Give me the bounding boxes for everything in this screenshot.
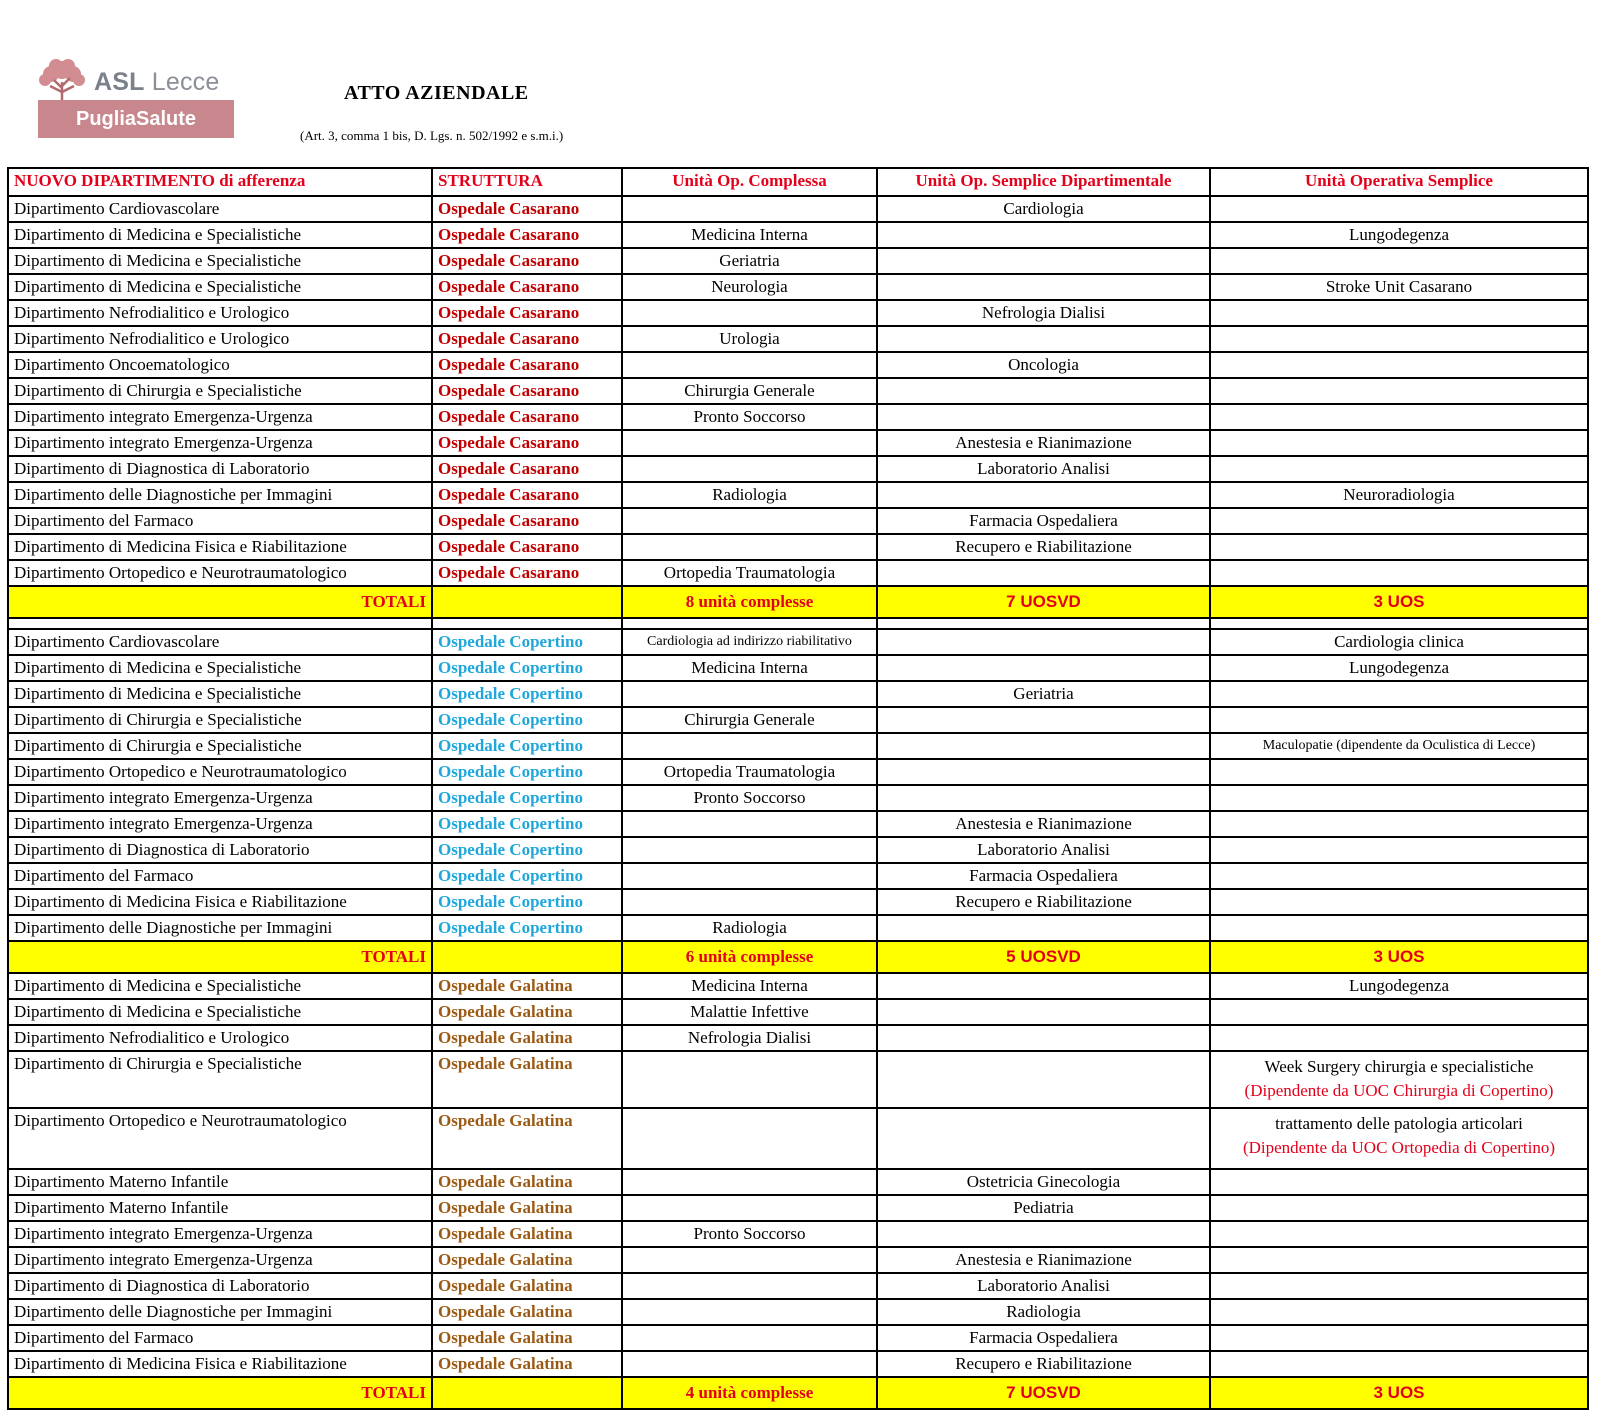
table-row	[7, 1109, 1589, 1170]
uos-cell	[1209, 682, 1589, 706]
uoc-cell	[621, 1300, 876, 1324]
uos-cell	[1209, 890, 1589, 914]
dept-cell: Dipartimento integrato Emergenza-Urgenza	[7, 405, 431, 429]
galatina-section-continued	[7, 1170, 1589, 1378]
dept-cell: Dipartimento di Medicina Fisica e Riabilitazione	[7, 1352, 431, 1376]
table-row	[7, 353, 1589, 379]
dept-cell: Dipartimento Cardiovascolare	[7, 197, 431, 221]
uoc-cell: Medicina Interna	[621, 974, 876, 998]
uoc-cell	[621, 301, 876, 325]
uoc-cell	[621, 457, 876, 481]
galatina-section	[7, 974, 1589, 1052]
document-title: ATTO AZIENDALE	[344, 82, 529, 104]
uoc-cell	[621, 1052, 876, 1107]
uos-cell	[1209, 249, 1589, 273]
uos-cell	[1209, 353, 1589, 377]
table-row	[7, 1300, 1589, 1326]
uosd-cell: Recupero e Riabilitazione	[876, 535, 1209, 559]
struttura-cell: Ospedale Copertino	[431, 786, 621, 810]
struttura-cell: Ospedale Copertino	[431, 656, 621, 680]
uoc-cell: Malattie Infettive	[621, 1000, 876, 1024]
uos-cell: Lungodegenza	[1209, 656, 1589, 680]
dept-cell: Dipartimento del Farmaco	[7, 864, 431, 888]
struttura-cell: Ospedale Casarano	[431, 379, 621, 403]
struttura-cell: Ospedale Copertino	[431, 734, 621, 758]
totals-uoc: 8 unità complesse	[621, 587, 876, 617]
table-row	[7, 1248, 1589, 1274]
table-row	[7, 864, 1589, 890]
uos-cell	[1209, 327, 1589, 351]
dept-cell: Dipartimento di Chirurgia e Specialistiche	[7, 734, 431, 758]
struttura-cell: Ospedale Copertino	[431, 682, 621, 706]
uos-line: trattamento delle patologia articolari	[1275, 1114, 1523, 1133]
uos-cell	[1209, 812, 1589, 836]
uoc-cell: Chirurgia Generale	[621, 708, 876, 732]
uoc-cell	[621, 1352, 876, 1376]
uoc-cell	[621, 682, 876, 706]
uosd-cell	[876, 405, 1209, 429]
totals-uosd: 7 UOSVD	[876, 1378, 1209, 1408]
uos-cell: Cardiologia clinica	[1209, 630, 1589, 654]
uosd-cell	[876, 760, 1209, 784]
totals-uos: 3 UOS	[1209, 1378, 1589, 1408]
table-row	[7, 431, 1589, 457]
table-row	[7, 656, 1589, 682]
totals-label: TOTALI	[7, 942, 431, 972]
uosd-cell	[876, 1000, 1209, 1024]
totals-uos: 3 UOS	[1209, 587, 1589, 617]
struttura-cell: Ospedale Casarano	[431, 301, 621, 325]
uosd-cell: Farmacia Ospedaliera	[876, 509, 1209, 533]
table-row	[7, 275, 1589, 301]
table-row	[7, 630, 1589, 656]
dept-cell: Dipartimento di Medicina e Specialistiche	[7, 275, 431, 299]
uosd-cell	[876, 1052, 1209, 1107]
dept-cell: Dipartimento Ortopedico e Neurotraumatologico	[7, 760, 431, 784]
table-row	[7, 760, 1589, 786]
uosd-cell	[876, 734, 1209, 758]
uosd-cell	[876, 630, 1209, 654]
dept-cell: Dipartimento integrato Emergenza-Urgenza	[7, 786, 431, 810]
uos-cell	[1209, 1000, 1589, 1024]
struttura-cell: Ospedale Copertino	[431, 838, 621, 862]
header-dept: NUOVO DIPARTIMENTO di afferenza	[7, 169, 431, 195]
table-row	[7, 249, 1589, 275]
totals-label: TOTALI	[7, 1378, 431, 1408]
uosd-cell	[876, 1026, 1209, 1050]
uosd-cell: Farmacia Ospedaliera	[876, 864, 1209, 888]
struttura-cell: Ospedale Galatina	[431, 974, 621, 998]
totals-uosd: 5 UOSVD	[876, 942, 1209, 972]
document-subtitle: (Art. 3, comma 1 bis, D. Lgs. n. 502/1992 e s.m.i.)	[300, 128, 564, 143]
uos-cell	[1209, 561, 1589, 585]
struttura-cell: Ospedale Casarano	[431, 535, 621, 559]
uoc-cell	[621, 1248, 876, 1272]
uoc-cell: Radiologia	[621, 916, 876, 940]
table-row	[7, 974, 1589, 1000]
struttura-cell: Ospedale Galatina	[431, 1109, 621, 1168]
dept-cell: Dipartimento integrato Emergenza-Urgenza	[7, 1248, 431, 1272]
struttura-cell: Ospedale Casarano	[431, 327, 621, 351]
dept-cell: Dipartimento delle Diagnostiche per Immagini	[7, 483, 431, 507]
struttura-cell: Ospedale Galatina	[431, 1274, 621, 1298]
struttura-cell: Ospedale Copertino	[431, 760, 621, 784]
uos-cell	[1209, 509, 1589, 533]
table-row	[7, 327, 1589, 353]
uoc-cell	[621, 890, 876, 914]
struttura-cell: Ospedale Galatina	[431, 1000, 621, 1024]
uos-cell	[1209, 838, 1589, 862]
table-row	[7, 1196, 1589, 1222]
table-row	[7, 1274, 1589, 1300]
uosd-cell	[876, 379, 1209, 403]
dept-cell: Dipartimento di Medicina e Specialistiche	[7, 682, 431, 706]
struttura-cell: Ospedale Galatina	[431, 1222, 621, 1246]
table-row	[7, 1052, 1589, 1109]
table-row	[7, 405, 1589, 431]
casarano-section	[7, 197, 1589, 587]
dept-cell: Dipartimento Materno Infantile	[7, 1196, 431, 1220]
uos-cell	[1209, 760, 1589, 784]
uos-cell	[1209, 379, 1589, 403]
dept-cell: Dipartimento Nefrodialitico e Urologico	[7, 327, 431, 351]
uos-cell	[1209, 1026, 1589, 1050]
uoc-cell: Radiologia	[621, 483, 876, 507]
table-row	[7, 708, 1589, 734]
uos-cell	[1209, 1274, 1589, 1298]
struttura-cell: Ospedale Casarano	[431, 431, 621, 455]
uos-cell	[1209, 864, 1589, 888]
struttura-cell: Ospedale Casarano	[431, 223, 621, 247]
dept-cell: Dipartimento Oncoematologico	[7, 353, 431, 377]
header-uos: Unità Operativa Semplice	[1209, 169, 1589, 195]
table-row	[7, 838, 1589, 864]
uos-line: Week Surgery chirurgia e specialistiche	[1264, 1057, 1534, 1076]
uosd-cell: Recupero e Riabilitazione	[876, 890, 1209, 914]
uos-cell	[1209, 708, 1589, 732]
totals-uoc: 4 unità complesse	[621, 1378, 876, 1408]
dept-cell: Dipartimento Ortopedico e Neurotraumatologico	[7, 561, 431, 585]
table-row	[7, 379, 1589, 405]
table-header-row	[7, 169, 1589, 197]
struttura-cell: Ospedale Casarano	[431, 275, 621, 299]
uosd-cell	[876, 708, 1209, 732]
uosd-cell: Cardiologia	[876, 197, 1209, 221]
struttura-cell: Ospedale Casarano	[431, 457, 621, 481]
struttura-cell: Ospedale Copertino	[431, 864, 621, 888]
totals-uos: 3 UOS	[1209, 942, 1589, 972]
table-row	[7, 535, 1589, 561]
dept-cell: Dipartimento di Chirurgia e Specialistiche	[7, 1052, 431, 1107]
table-row	[7, 1170, 1589, 1196]
uos-cell: Stroke Unit Casarano	[1209, 275, 1589, 299]
uoc-cell: Geriatria	[621, 249, 876, 273]
casarano-totals-row	[7, 587, 1589, 619]
uos-cell	[1209, 916, 1589, 940]
totals-label: TOTALI	[7, 587, 431, 617]
uoc-cell: Nefrologia Dialisi	[621, 1026, 876, 1050]
uoc-cell	[621, 864, 876, 888]
uoc-cell	[621, 431, 876, 455]
table-row	[7, 812, 1589, 838]
dept-cell: Dipartimento del Farmaco	[7, 509, 431, 533]
uos-cell	[1209, 1300, 1589, 1324]
struttura-cell: Ospedale Casarano	[431, 561, 621, 585]
uoc-cell	[621, 734, 876, 758]
dept-cell: Dipartimento di Medicina e Specialistiche	[7, 249, 431, 273]
uosd-cell	[876, 275, 1209, 299]
uosd-cell: Oncologia	[876, 353, 1209, 377]
uosd-cell	[876, 327, 1209, 351]
copertino-totals-row	[7, 942, 1589, 974]
uosd-cell: Laboratorio Analisi	[876, 838, 1209, 862]
uosd-cell: Recupero e Riabilitazione	[876, 1352, 1209, 1376]
dept-cell: Dipartimento di Diagnostica di Laboratorio	[7, 1274, 431, 1298]
uosd-cell: Geriatria	[876, 682, 1209, 706]
uosd-cell: Anestesia e Rianimazione	[876, 812, 1209, 836]
uoc-cell	[621, 812, 876, 836]
struttura-cell: Ospedale Galatina	[431, 1352, 621, 1376]
uoc-cell	[621, 1326, 876, 1350]
uosd-cell: Pediatria	[876, 1196, 1209, 1220]
uosd-cell	[876, 916, 1209, 940]
uoc-cell	[621, 509, 876, 533]
uosd-cell: Ostetricia Ginecologia	[876, 1170, 1209, 1194]
uosd-cell	[876, 786, 1209, 810]
dept-cell: Dipartimento del Farmaco	[7, 1326, 431, 1350]
dept-cell: Dipartimento integrato Emergenza-Urgenza	[7, 431, 431, 455]
table-row	[7, 786, 1589, 812]
uoc-cell: Pronto Soccorso	[621, 786, 876, 810]
uoc-cell	[621, 197, 876, 221]
totals-uosd: 7 UOSVD	[876, 587, 1209, 617]
table-row	[7, 301, 1589, 327]
struttura-cell: Ospedale Copertino	[431, 630, 621, 654]
struttura-cell: Ospedale Casarano	[431, 405, 621, 429]
header-struttura: STRUTTURA	[431, 169, 621, 195]
uoc-cell	[621, 1274, 876, 1298]
header-uosd: Unità Op. Semplice Dipartimentale	[876, 169, 1209, 195]
tree-icon	[36, 58, 88, 104]
struttura-cell: Ospedale Casarano	[431, 197, 621, 221]
uos-cell	[1209, 405, 1589, 429]
table-row	[7, 1326, 1589, 1352]
dept-cell: Dipartimento di Medicina e Specialistiche	[7, 1000, 431, 1024]
uoc-cell	[621, 1109, 876, 1168]
uoc-cell	[621, 353, 876, 377]
uos-cell	[1209, 197, 1589, 221]
copertino-section	[7, 630, 1589, 942]
totals-empty	[431, 1378, 621, 1408]
table-row	[7, 223, 1589, 249]
uoc-cell	[621, 1170, 876, 1194]
dept-cell: Dipartimento di Medicina e Specialistiche	[7, 223, 431, 247]
struttura-cell: Ospedale Copertino	[431, 890, 621, 914]
uosd-cell	[876, 561, 1209, 585]
uosd-cell: Anestesia e Rianimazione	[876, 1248, 1209, 1272]
uos-cell: Lungodegenza	[1209, 974, 1589, 998]
table-row	[7, 682, 1589, 708]
dept-cell: Dipartimento di Medicina e Specialistiche	[7, 656, 431, 680]
struttura-cell: Ospedale Galatina	[431, 1170, 621, 1194]
structures-table	[7, 167, 1589, 1410]
table-row	[7, 457, 1589, 483]
uosd-cell	[876, 974, 1209, 998]
dept-cell: Dipartimento di Diagnostica di Laboratorio	[7, 838, 431, 862]
uosd-cell	[876, 1222, 1209, 1246]
table-row	[7, 916, 1589, 942]
totals-uoc: 6 unità complesse	[621, 942, 876, 972]
table-row	[7, 1000, 1589, 1026]
struttura-cell: Ospedale Copertino	[431, 916, 621, 940]
dept-cell: Dipartimento delle Diagnostiche per Immagini	[7, 916, 431, 940]
uos-dependency-note: (Dipendente da UOC Chirurgia di Copertino)	[1244, 1081, 1554, 1100]
uos-cell: Lungodegenza	[1209, 223, 1589, 247]
uos-cell	[1209, 1196, 1589, 1220]
uos-cell	[1209, 1352, 1589, 1376]
table-row	[7, 509, 1589, 535]
dept-cell: Dipartimento integrato Emergenza-Urgenza	[7, 812, 431, 836]
uos-cell	[1209, 1109, 1589, 1168]
table-row	[7, 890, 1589, 916]
uoc-cell	[621, 535, 876, 559]
dept-cell: Dipartimento Ortopedico e Neurotraumatologico	[7, 1109, 431, 1168]
dept-cell: Dipartimento di Chirurgia e Specialistiche	[7, 708, 431, 732]
dept-cell: Dipartimento Cardiovascolare	[7, 630, 431, 654]
uoc-cell: Pronto Soccorso	[621, 1222, 876, 1246]
galatina-totals-row	[7, 1378, 1589, 1410]
dept-cell: Dipartimento di Diagnostica di Laboratorio	[7, 457, 431, 481]
uoc-cell	[621, 1196, 876, 1220]
uoc-cell: Medicina Interna	[621, 223, 876, 247]
uos-cell	[1209, 457, 1589, 481]
struttura-cell: Ospedale Casarano	[431, 509, 621, 533]
uos-cell	[1209, 1248, 1589, 1272]
table-row	[7, 734, 1589, 760]
uos-cell	[1209, 1326, 1589, 1350]
uos-cell	[1209, 1222, 1589, 1246]
uosd-cell: Farmacia Ospedaliera	[876, 1326, 1209, 1350]
logo-band: PugliaSalute	[38, 100, 234, 138]
table-row	[7, 197, 1589, 223]
uosd-cell	[876, 483, 1209, 507]
uosd-cell: Laboratorio Analisi	[876, 1274, 1209, 1298]
struttura-cell: Ospedale Copertino	[431, 708, 621, 732]
uos-cell	[1209, 1170, 1589, 1194]
uoc-cell: Ortopedia Traumatologia	[621, 760, 876, 784]
dept-cell: Dipartimento di Medicina Fisica e Riabilitazione	[7, 535, 431, 559]
uos-cell	[1209, 301, 1589, 325]
uos-dependency-note: (Dipendente da UOC Ortopedia di Copertino)	[1242, 1138, 1556, 1157]
uos-cell	[1209, 535, 1589, 559]
struttura-cell: Ospedale Galatina	[431, 1300, 621, 1324]
uos-cell	[1209, 786, 1589, 810]
dept-cell: Dipartimento Nefrodialitico e Urologico	[7, 1026, 431, 1050]
table-row	[7, 1026, 1589, 1052]
uoc-cell: Cardiologia ad indirizzo riabilitativo	[621, 630, 876, 654]
table-row	[7, 1352, 1589, 1378]
struttura-cell: Ospedale Galatina	[431, 1196, 621, 1220]
uosd-cell	[876, 656, 1209, 680]
totals-empty	[431, 587, 621, 617]
table-row	[7, 1222, 1589, 1248]
uosd-cell: Radiologia	[876, 1300, 1209, 1324]
uoc-cell: Medicina Interna	[621, 656, 876, 680]
uoc-cell: Chirurgia Generale	[621, 379, 876, 403]
uosd-cell	[876, 223, 1209, 247]
uosd-cell: Nefrologia Dialisi	[876, 301, 1209, 325]
uoc-cell	[621, 838, 876, 862]
uosd-cell: Anestesia e Rianimazione	[876, 431, 1209, 455]
logo-text: ASL Lecce	[94, 68, 220, 96]
struttura-cell: Ospedale Casarano	[431, 483, 621, 507]
struttura-cell: Ospedale Galatina	[431, 1248, 621, 1272]
dept-cell: Dipartimento integrato Emergenza-Urgenza	[7, 1222, 431, 1246]
struttura-cell: Ospedale Galatina	[431, 1326, 621, 1350]
struttura-cell: Ospedale Galatina	[431, 1026, 621, 1050]
dept-cell: Dipartimento di Medicina Fisica e Riabilitazione	[7, 890, 431, 914]
uos-cell: Maculopatie (dipendente da Oculistica di Lecce)	[1209, 734, 1589, 758]
section-spacer	[7, 619, 1589, 630]
struttura-cell: Ospedale Copertino	[431, 812, 621, 836]
uoc-cell: Urologia	[621, 327, 876, 351]
totals-empty	[431, 942, 621, 972]
dept-cell: Dipartimento Materno Infantile	[7, 1170, 431, 1194]
uosd-cell: Laboratorio Analisi	[876, 457, 1209, 481]
asl-lecce-logo	[36, 58, 236, 140]
uosd-cell	[876, 249, 1209, 273]
dept-cell: Dipartimento delle Diagnostiche per Immagini	[7, 1300, 431, 1324]
uos-cell	[1209, 431, 1589, 455]
uos-cell: Neuroradiologia	[1209, 483, 1589, 507]
dept-cell: Dipartimento di Chirurgia e Specialistiche	[7, 379, 431, 403]
dept-cell: Dipartimento Nefrodialitico e Urologico	[7, 301, 431, 325]
struttura-cell: Ospedale Casarano	[431, 249, 621, 273]
uoc-cell: Pronto Soccorso	[621, 405, 876, 429]
struttura-cell: Ospedale Casarano	[431, 353, 621, 377]
header-uoc: Unità Op. Complessa	[621, 169, 876, 195]
uoc-cell: Neurologia	[621, 275, 876, 299]
table-row	[7, 561, 1589, 587]
table-row	[7, 483, 1589, 509]
uosd-cell	[876, 1109, 1209, 1168]
dept-cell: Dipartimento di Medicina e Specialistiche	[7, 974, 431, 998]
uoc-cell: Ortopedia Traumatologia	[621, 561, 876, 585]
uos-cell	[1209, 1052, 1589, 1107]
struttura-cell: Ospedale Galatina	[431, 1052, 621, 1107]
